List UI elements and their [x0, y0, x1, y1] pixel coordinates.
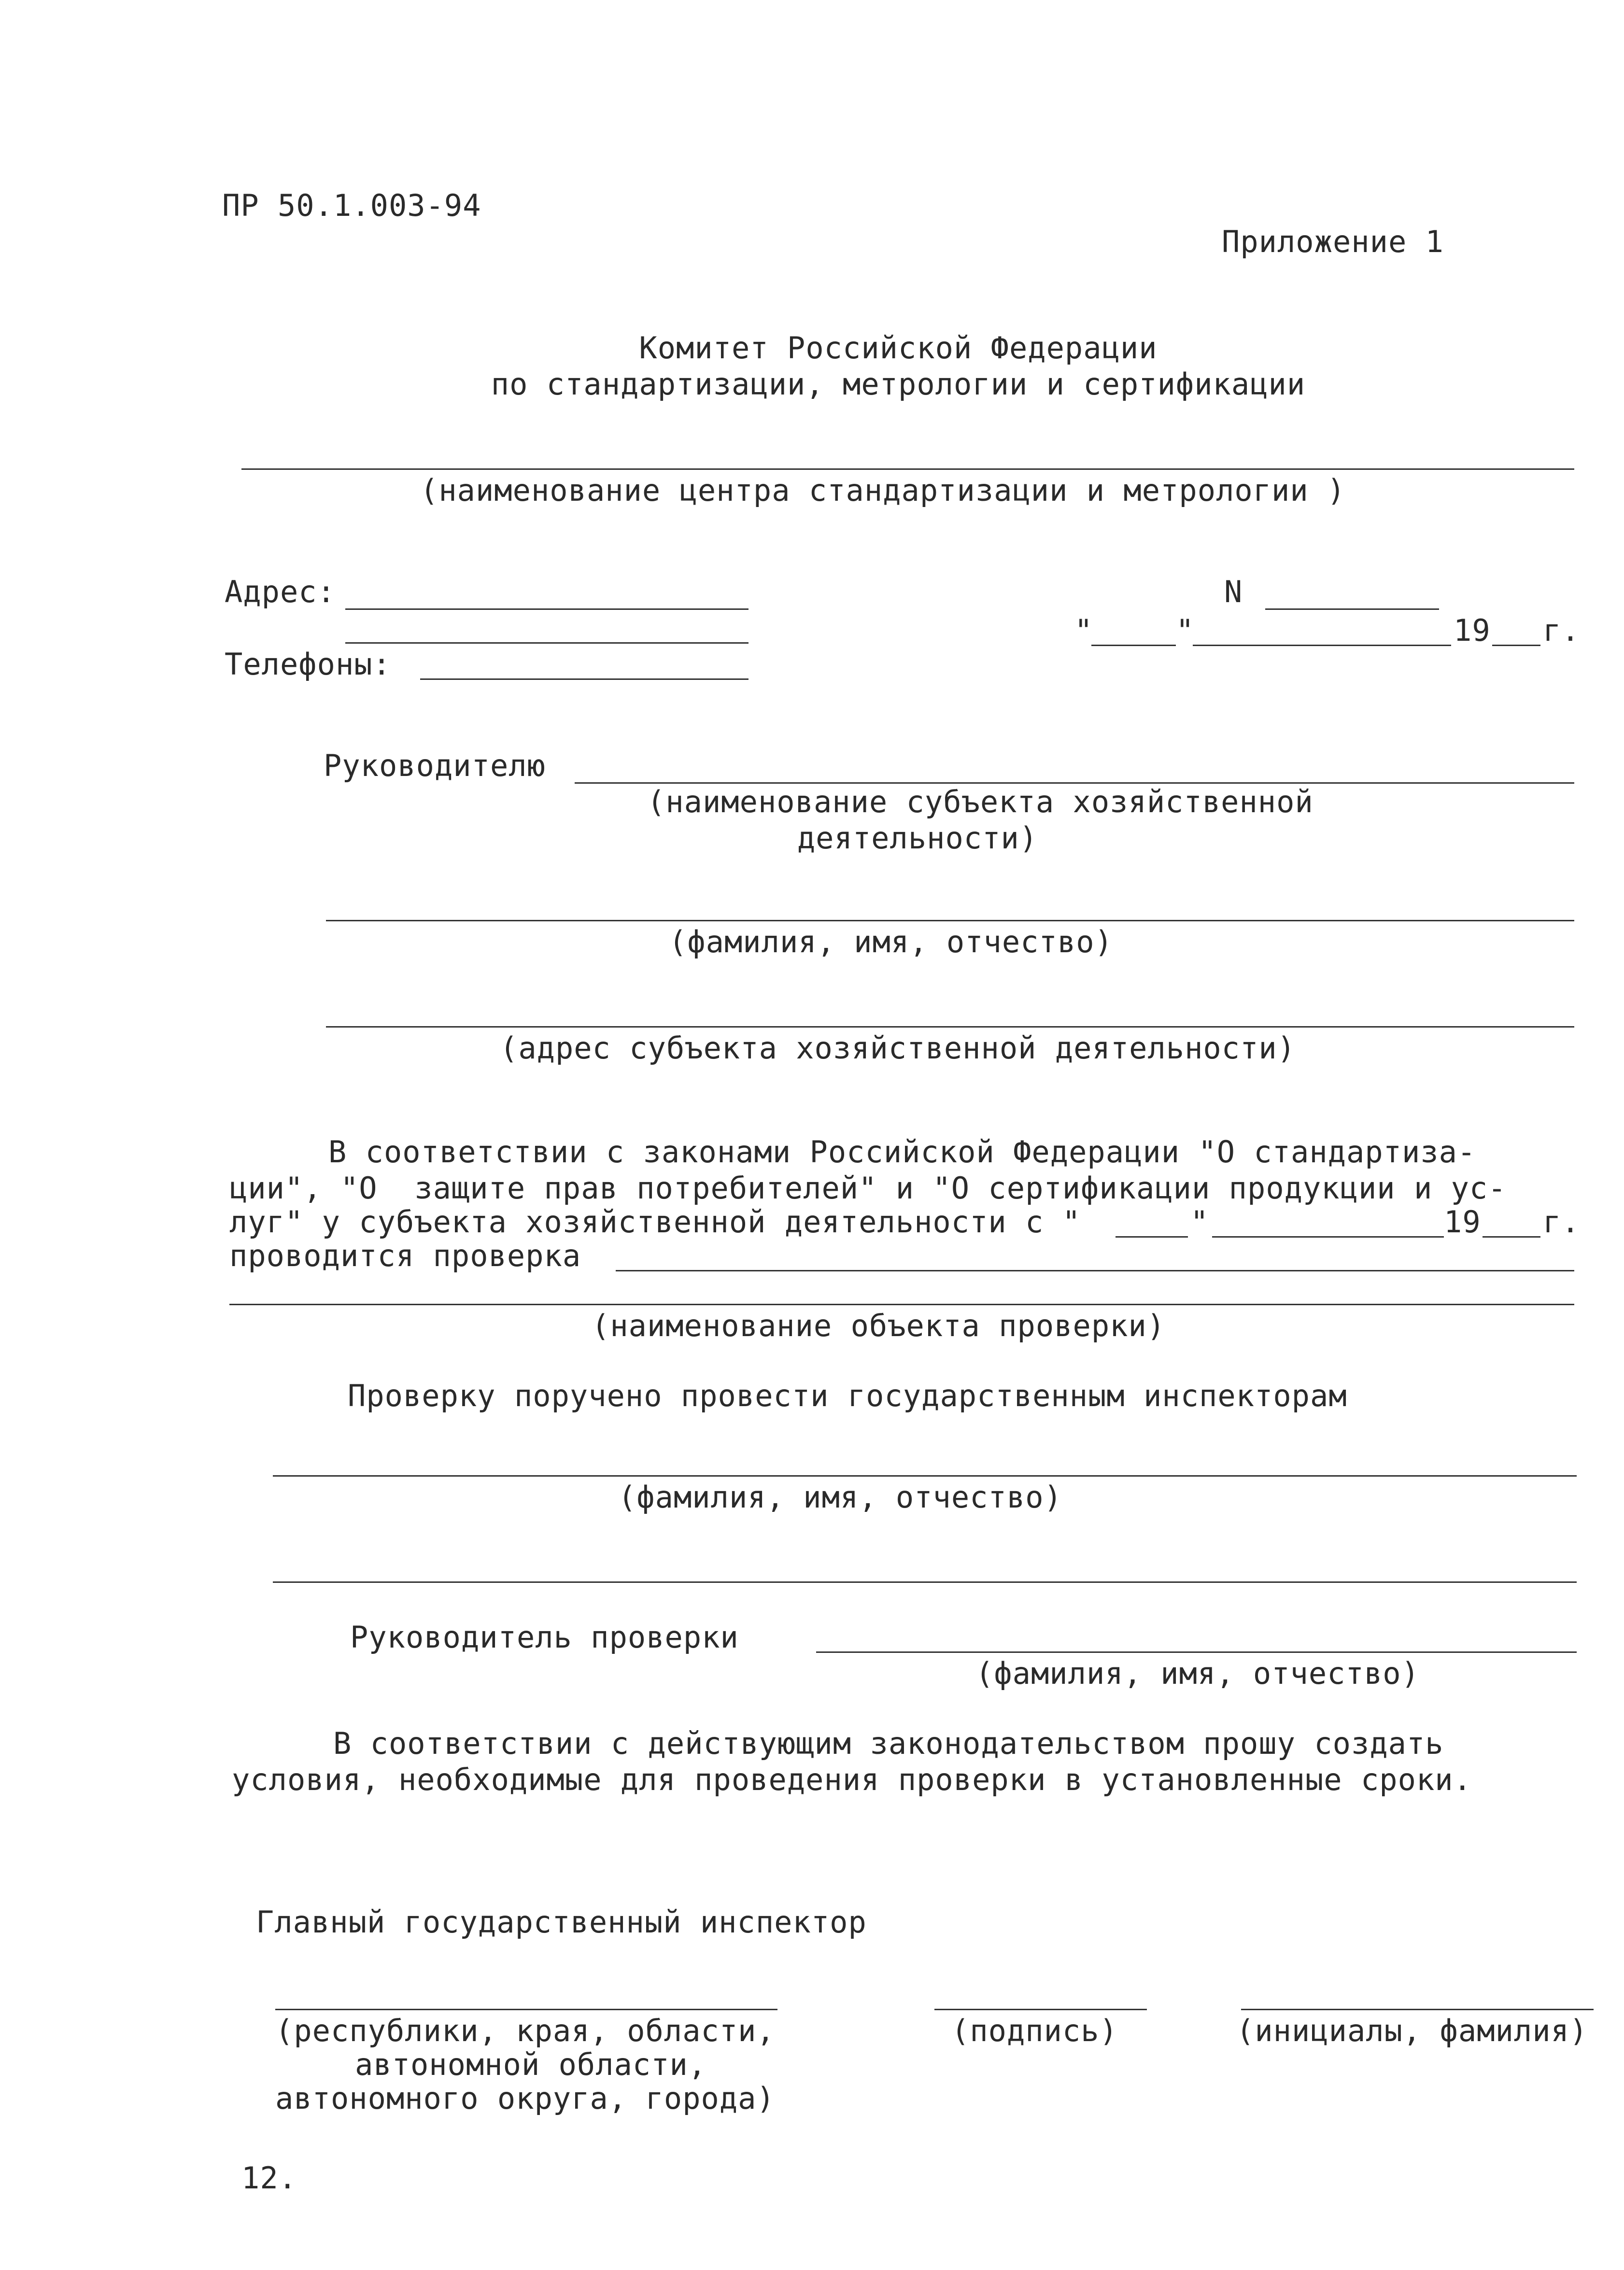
recipient-address-field[interactable] — [326, 1026, 1574, 1028]
date-year-field[interactable] — [1492, 645, 1540, 646]
number-label: N — [1224, 574, 1243, 609]
center-name-line[interactable] — [241, 468, 1574, 470]
name-caption: (инициалы, фамилия) — [1236, 2013, 1588, 2048]
body-line-2: ции", "О защите прав потребителей" и "О сертификации продукции и ус- — [229, 1170, 1507, 1206]
recipient-address-caption: (адрес субъекта хозяйственной деятельности) — [500, 1030, 1296, 1066]
recipient-entity-caption-2: деятельности) — [797, 820, 1038, 856]
date-month-field[interactable] — [1193, 645, 1451, 646]
check-start-year-field[interactable] — [1483, 1236, 1540, 1238]
check-head-field[interactable] — [816, 1651, 1577, 1653]
date-year-suffix: г. — [1543, 613, 1580, 648]
check-object-field[interactable] — [616, 1270, 1574, 1271]
region-caption-3: автономного округа, города) — [275, 2081, 775, 2116]
committee-line-2: по стандартизации, метрологии и сертификации — [491, 367, 1306, 402]
committee-line-1: Комитет Российской Федерации — [639, 330, 1158, 366]
address-field[interactable] — [345, 608, 748, 610]
name-field[interactable] — [1241, 2009, 1594, 2010]
inspectors-fio-field[interactable] — [273, 1475, 1577, 1477]
center-name-caption: (наименование центра стандартизации и метрологии ) — [420, 473, 1346, 508]
check-object-caption: (наименование объекта проверки) — [592, 1308, 1166, 1343]
check-head-label: Руководитель проверки — [350, 1620, 739, 1655]
region-field[interactable] — [275, 2009, 777, 2010]
request-line-1: В соответствии с действующим законодательством прошу создать — [333, 1726, 1444, 1761]
recipient-entity-field[interactable] — [575, 782, 1574, 784]
body-line-3-quote: " — [1190, 1204, 1209, 1240]
date-day-field[interactable] — [1091, 645, 1176, 646]
body-line-3: луг" у субъекта хозяйственной деятельности с " — [229, 1204, 1081, 1240]
body-line-3-g: г. — [1543, 1204, 1580, 1240]
body-line-4: проводится проверка — [229, 1238, 581, 1273]
chief-inspector-title: Главный государственный инспектор — [256, 1904, 867, 1940]
inspectors-fio-field-2[interactable] — [273, 1581, 1577, 1583]
document-code: ПР 50.1.003-94 — [222, 188, 481, 223]
address-label: Адрес: — [225, 574, 336, 609]
date-quote-open: " — [1074, 613, 1093, 648]
date-quote-close: " — [1176, 613, 1195, 648]
signature-caption: (подпись) — [951, 2013, 1118, 2048]
date-year-prefix: 19 — [1454, 613, 1491, 648]
check-start-day-field[interactable] — [1116, 1236, 1188, 1238]
recipient-fio-caption: (фамилия, имя, отчество) — [669, 924, 1113, 959]
inspectors-fio-caption: (фамилия, имя, отчество) — [618, 1480, 1062, 1515]
address-field-2[interactable] — [345, 642, 748, 644]
body-line-1: В соответствии с законами Российской Федерации "О стандартиза- — [328, 1134, 1476, 1170]
check-head-caption: (фамилия, имя, отчество) — [975, 1656, 1420, 1691]
recipient-entity-caption-1: (наименование субъекта хозяйственной — [647, 784, 1313, 819]
phones-field[interactable] — [420, 678, 748, 680]
inspectors-text: Проверку поручено провести государственным инспекторам — [348, 1378, 1347, 1413]
body-line-3-year: 19 — [1444, 1204, 1481, 1240]
page-number: 12. — [241, 2160, 297, 2196]
signature-field[interactable] — [934, 2009, 1147, 2010]
check-object-field-2[interactable] — [229, 1304, 1574, 1305]
check-start-month-field[interactable] — [1212, 1236, 1444, 1238]
recipient-label: Руководителю — [324, 748, 546, 783]
recipient-fio-field[interactable] — [326, 920, 1574, 921]
phones-label: Телефоны: — [225, 647, 391, 682]
appendix-label: Приложение 1 — [1222, 224, 1444, 259]
region-caption-1: (республики, края, области, — [275, 2013, 775, 2048]
request-line-2: условия, необходимые для проведения проверки в установленные сроки. — [232, 1762, 1472, 1797]
region-caption-2: автономной области, — [355, 2047, 707, 2082]
number-field[interactable] — [1265, 608, 1439, 610]
